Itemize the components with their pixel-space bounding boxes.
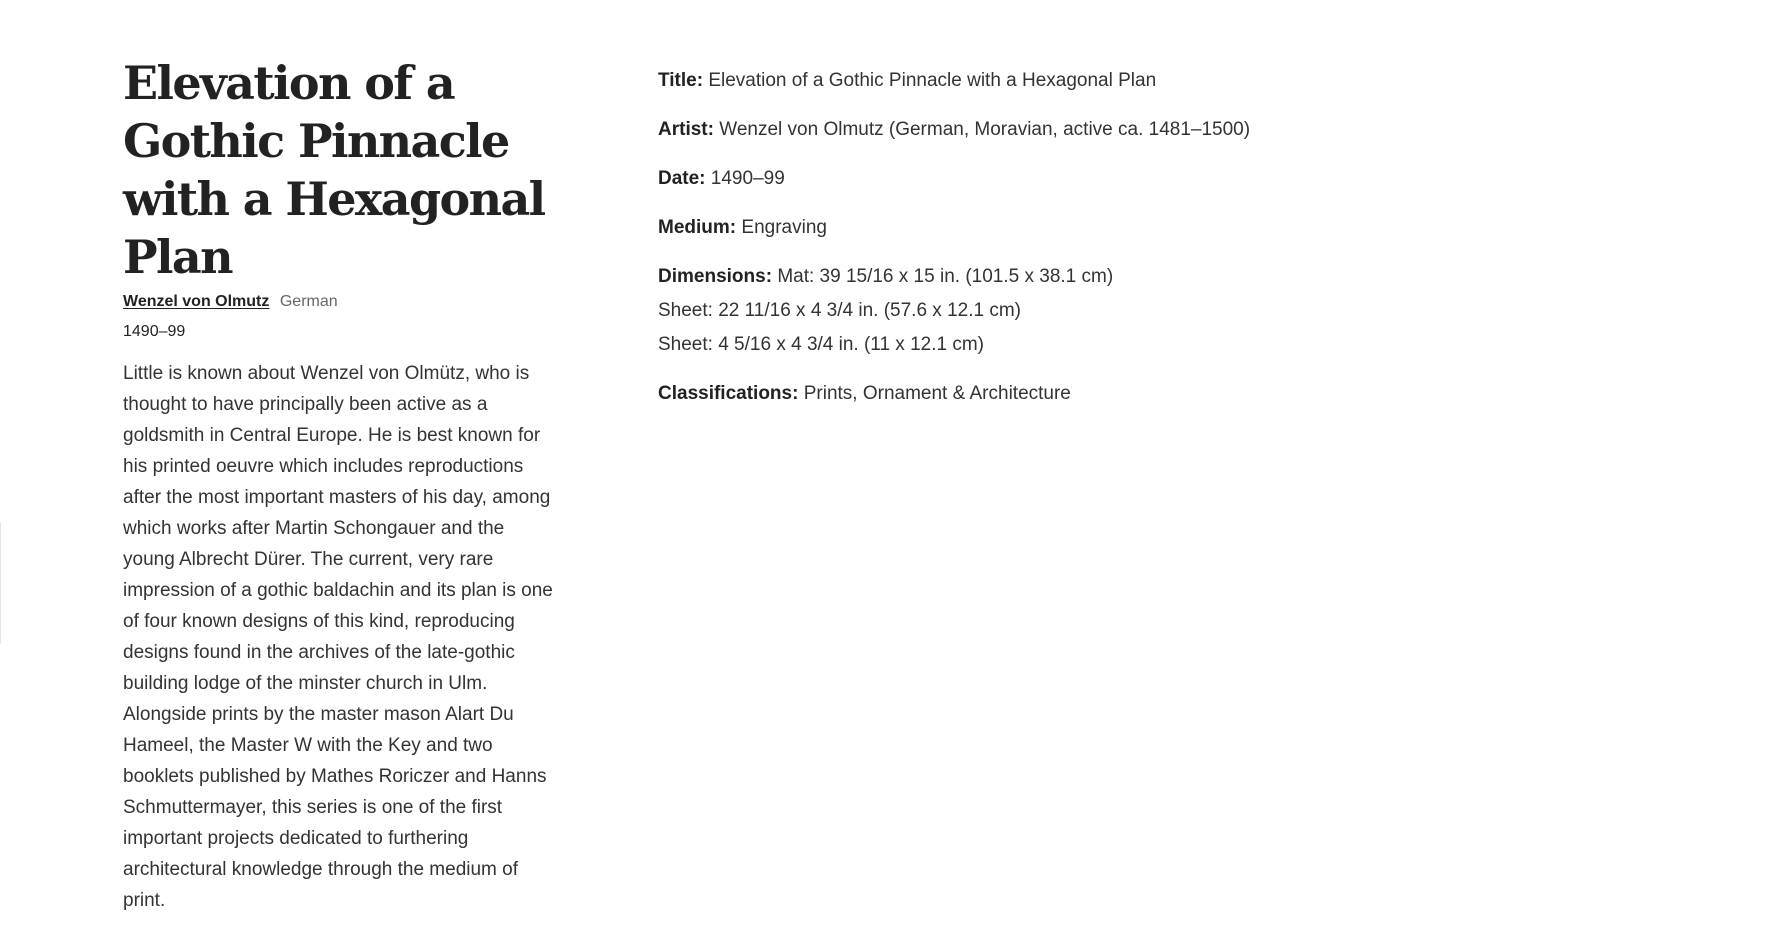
artist-line — [123, 292, 553, 312]
left-edge-divider — [0, 522, 1, 644]
artwork-title: Elevation of a Gothic Pinnacle with a Hexagonal Plan — [123, 56, 545, 284]
detail-medium-value: Engraving — [741, 217, 827, 238]
detail-classifications-value: Prints, Ornament & Architecture — [803, 383, 1071, 404]
detail-classifications — [658, 377, 1558, 411]
detail-date-value: 1490–99 — [710, 168, 785, 189]
artwork-date: 1490–99 — [123, 323, 186, 340]
detail-classifications-label: Classifications: — [658, 383, 799, 404]
detail-medium — [658, 211, 1558, 245]
detail-artist-label: Artist: — [658, 119, 714, 140]
detail-title — [658, 64, 1558, 98]
artwork-description: Little is known about Wenzel von Olmütz, who is thought to have principally been active as a goldsmith in Central Europe. He is best known for his printed oeuvre which includes reproductions after the most important masters of his day, among which works after Martin Schongauer and the young Albrecht Dürer. The current, very rare impression of a gothic baldachin and its plan is one of four known designs of this kind, reproducing designs found in the archives of the late-gothic building lodge of the minster church in Ulm. Alongside prints by the master mason Alart Du Hameel, the Master W with the Key and two booklets published by Mathes Roriczer and Hanns Schmuttermayer, this series is one of the first important projects dedicated to furthering architectural knowledge through the medium of print. — [123, 363, 553, 911]
detail-dimensions-sheet-2: Sheet: 4 5/16 x 4 3/4 in. (11 x 12.1 cm) — [658, 334, 984, 355]
artist-link[interactable]: Wenzel von Olmutz — [123, 293, 270, 310]
artist-nationality: German — [279, 293, 338, 310]
detail-title-value: Elevation of a Gothic Pinnacle with a Hexagonal Plan — [708, 70, 1157, 91]
detail-dimensions-label: Dimensions: — [658, 266, 773, 287]
detail-medium-label: Medium: — [658, 217, 737, 238]
detail-dimensions-mat: Mat: 39 15/16 x 15 in. (101.5 x 38.1 cm) — [777, 266, 1114, 287]
detail-dimensions-sheet-1: Sheet: 22 11/16 x 4 3/4 in. (57.6 x 12.1 cm) — [658, 300, 1021, 321]
detail-title-label: Title: — [658, 70, 704, 91]
detail-artist-value: Wenzel von Olmutz (German, Moravian, active ca. 1481–1500) — [719, 119, 1251, 140]
detail-date-label: Date: — [658, 168, 706, 189]
artwork-summary — [123, 54, 553, 928]
detail-dimensions — [658, 260, 1558, 362]
detail-date — [658, 162, 1558, 196]
object-details — [658, 64, 1558, 426]
detail-artist — [658, 113, 1558, 147]
